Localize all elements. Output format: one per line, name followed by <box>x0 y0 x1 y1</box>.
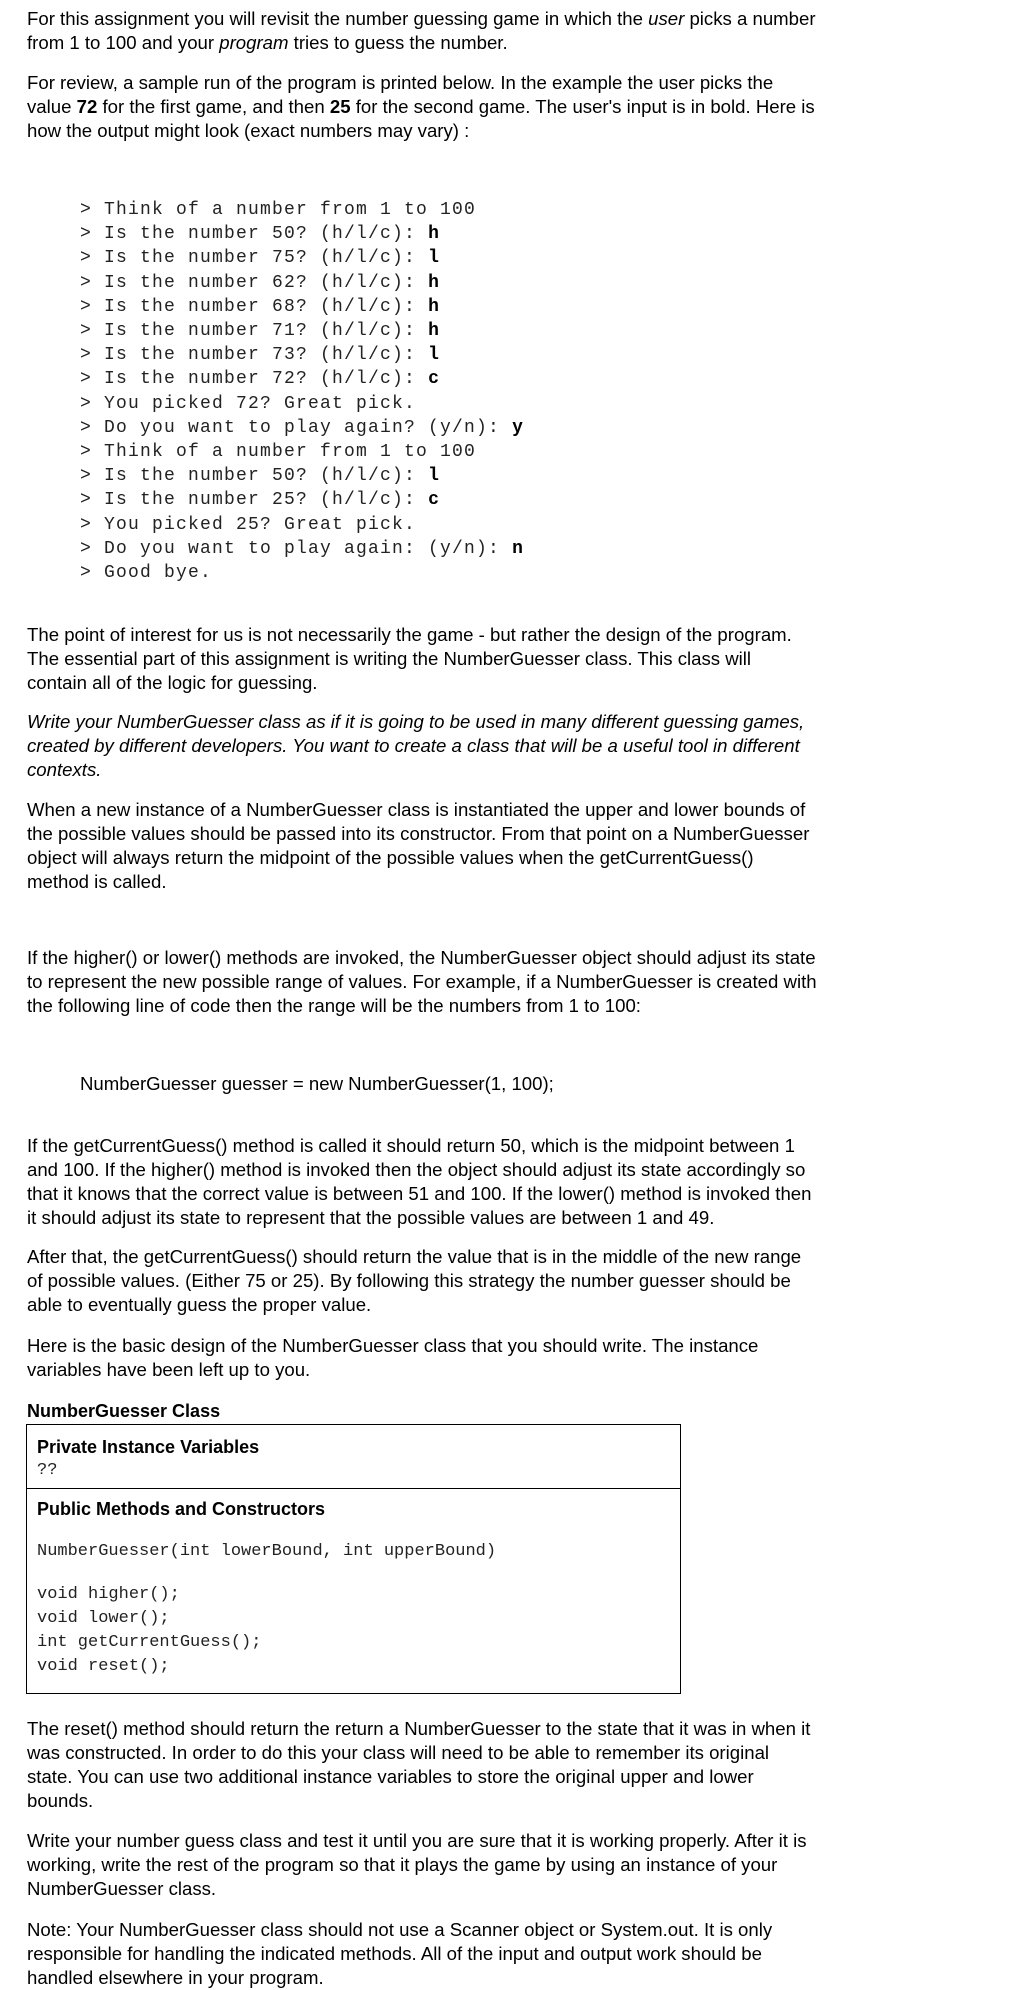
method-higher: void higher(); <box>37 1585 180 1604</box>
output-line <box>80 513 524 537</box>
emphasis-program: program <box>219 32 289 53</box>
paragraph-constructor: When a new instance of a NumberGuesser class is instantiated the upper and lower bounds of the possible values should be passed into its constructor. From that point on a NumberGuesser object will always return the midpoint of the possible values when the getCurrentGuess() method is called. <box>27 799 810 892</box>
user-input: c <box>428 490 441 511</box>
bold-number-72: 72 <box>76 96 98 117</box>
output-text: > Is the number 25? (h/l/c): <box>80 490 429 511</box>
output-line <box>80 295 524 319</box>
paragraph-reset: The reset() method should return the return a NumberGuesser to the state that it was in when it was constructed. In order to do this your class will need to be able to remember its original state. You can use two additional instance variables to store the original upper and lower bounds. <box>27 1718 811 1811</box>
text: For review, a sample run of the program is printed below. In the example the user picks the value <box>27 72 774 117</box>
text: picks a number from 1 to 100 and your <box>27 8 816 53</box>
paragraph-get-current-guess: If the getCurrentGuess() method is called it should return 50, which is the midpoint between 1 and 100. If the higher() method is invoked then the object should adjust its state accordingly so that it knows that the correct value is between 51 and 100. If the lower() method is invoked then it should adjust its state to represent that the possible values are between 1 and 49. <box>27 1135 812 1228</box>
user-input: n <box>512 538 525 559</box>
text: for the first game, and then <box>97 96 330 117</box>
intro-paragraph-2 <box>27 71 907 143</box>
output-text: > Is the number 68? (h/l/c): <box>80 296 429 317</box>
class-heading: NumberGuesser Class <box>27 1401 221 1421</box>
user-input: l <box>428 248 441 269</box>
bold-number-25: 25 <box>329 96 351 117</box>
output-line <box>80 464 524 488</box>
output-text: > Think of a number from 1 to 100 <box>80 200 477 220</box>
output-text: > You picked 72? Great pick. <box>80 393 417 414</box>
method-lower: void lower(); <box>37 1609 170 1628</box>
paragraph-note: Note: Your NumberGuesser class should not use a Scanner object or System.out. It is only responsible for handling the indicated methods. All of the input and output work should be handled elsewhere in your program. <box>27 1919 773 1988</box>
intro-paragraph-1 <box>27 7 907 55</box>
output-text: > Is the number 62? (h/l/c): <box>80 272 429 293</box>
user-input: l <box>428 466 441 487</box>
private-heading: Private Instance Variables <box>37 1437 260 1457</box>
output-text: > Good bye. <box>80 563 213 584</box>
output-text: > Think of a number from 1 to 100 <box>80 442 477 463</box>
output-text: > Is the number 73? (h/l/c): <box>80 345 429 366</box>
user-input: y <box>512 417 525 438</box>
output-line <box>80 561 524 585</box>
output-text: > Is the number 75? (h/l/c): <box>80 248 429 269</box>
output-line <box>80 343 524 367</box>
private-vars: ?? <box>37 1461 58 1480</box>
output-line <box>80 319 524 343</box>
output-text: > Is the number 71? (h/l/c): <box>80 321 429 342</box>
output-text: > Is the number 72? (h/l/c): <box>80 369 429 390</box>
output-line <box>80 488 524 512</box>
output-line <box>80 222 524 246</box>
output-line <box>80 367 524 391</box>
constructor-signature: NumberGuesser(int lowerBound, int upperBound) <box>37 1542 497 1561</box>
output-line <box>80 198 524 222</box>
output-text: > Do you want to play again: (y/n): <box>80 538 513 559</box>
code-example: NumberGuesser guesser = new NumberGuesser(1, 100); <box>80 1073 554 1094</box>
text: tries to guess the number. <box>288 32 508 53</box>
output-text: > You picked 25? Great pick. <box>80 514 417 535</box>
paragraph-point-of-interest: The point of interest for us is not necessarily the game - but rather the design of the program. The essential part of this assignment is writing the NumberGuesser class. This class will contain all of the logic for guessing. <box>27 624 792 693</box>
paragraph-design-goal: Write your NumberGuesser class as if it is going to be used in many different guessing games, created by different developers. You want to create a class that will be a useful tool in different contexts. <box>27 711 805 780</box>
class-design-table <box>26 1424 681 1694</box>
output-text: > Is the number 50? (h/l/c): <box>80 224 429 245</box>
user-input: c <box>428 369 441 390</box>
paragraph-basic-design: Here is the basic design of the NumberGuesser class that you should write. The instance variables have been left up to you. <box>27 1335 759 1380</box>
method-list <box>37 1583 670 1679</box>
user-input: h <box>428 296 441 317</box>
text: For this assignment you will revisit the number guessing game in which the <box>27 8 649 29</box>
emphasis-user: user <box>648 8 685 29</box>
sample-run-output <box>80 198 524 585</box>
output-line <box>80 440 524 464</box>
output-text: > Do you want to play again? (y/n): <box>80 417 513 438</box>
output-line <box>80 392 524 416</box>
method-reset: void reset(); <box>37 1657 170 1676</box>
public-methods-section <box>27 1489 680 1687</box>
user-input: l <box>428 345 441 366</box>
paragraph-after-that: After that, the getCurrentGuess() should return the value that is in the middle of the new range of possible values. (Either 75 or 25). By following this strategy the number guesser should be able to eventually guess the proper value. <box>27 1246 802 1315</box>
output-line <box>80 537 524 561</box>
output-line <box>80 271 524 295</box>
user-input: h <box>428 321 441 342</box>
private-variables-section <box>27 1425 680 1489</box>
paragraph-write-class: Write your number guess class and test it until you are sure that it is working properly. After it is working, write the rest of the program so that it plays the game by using an instance of your NumberGuesser class. <box>27 1830 807 1899</box>
output-line <box>80 246 524 270</box>
public-heading: Public Methods and Constructors <box>37 1499 326 1519</box>
user-input: h <box>428 224 441 245</box>
method-get-current-guess: int getCurrentGuess(); <box>37 1633 262 1652</box>
text: for the second game. The user's input is in bold. Here is how the output might look (exact numbers may vary) : <box>27 96 815 141</box>
paragraph-higher-lower: If the higher() or lower() methods are invoked, the NumberGuesser object should adjust its state to represent the new possible range of values. For example, if a NumberGuesser is created with the following line of code then the range will be the numbers from 1 to 100: <box>27 947 817 1016</box>
output-text: > Is the number 50? (h/l/c): <box>80 466 429 487</box>
user-input: h <box>428 272 441 293</box>
output-line <box>80 416 524 440</box>
